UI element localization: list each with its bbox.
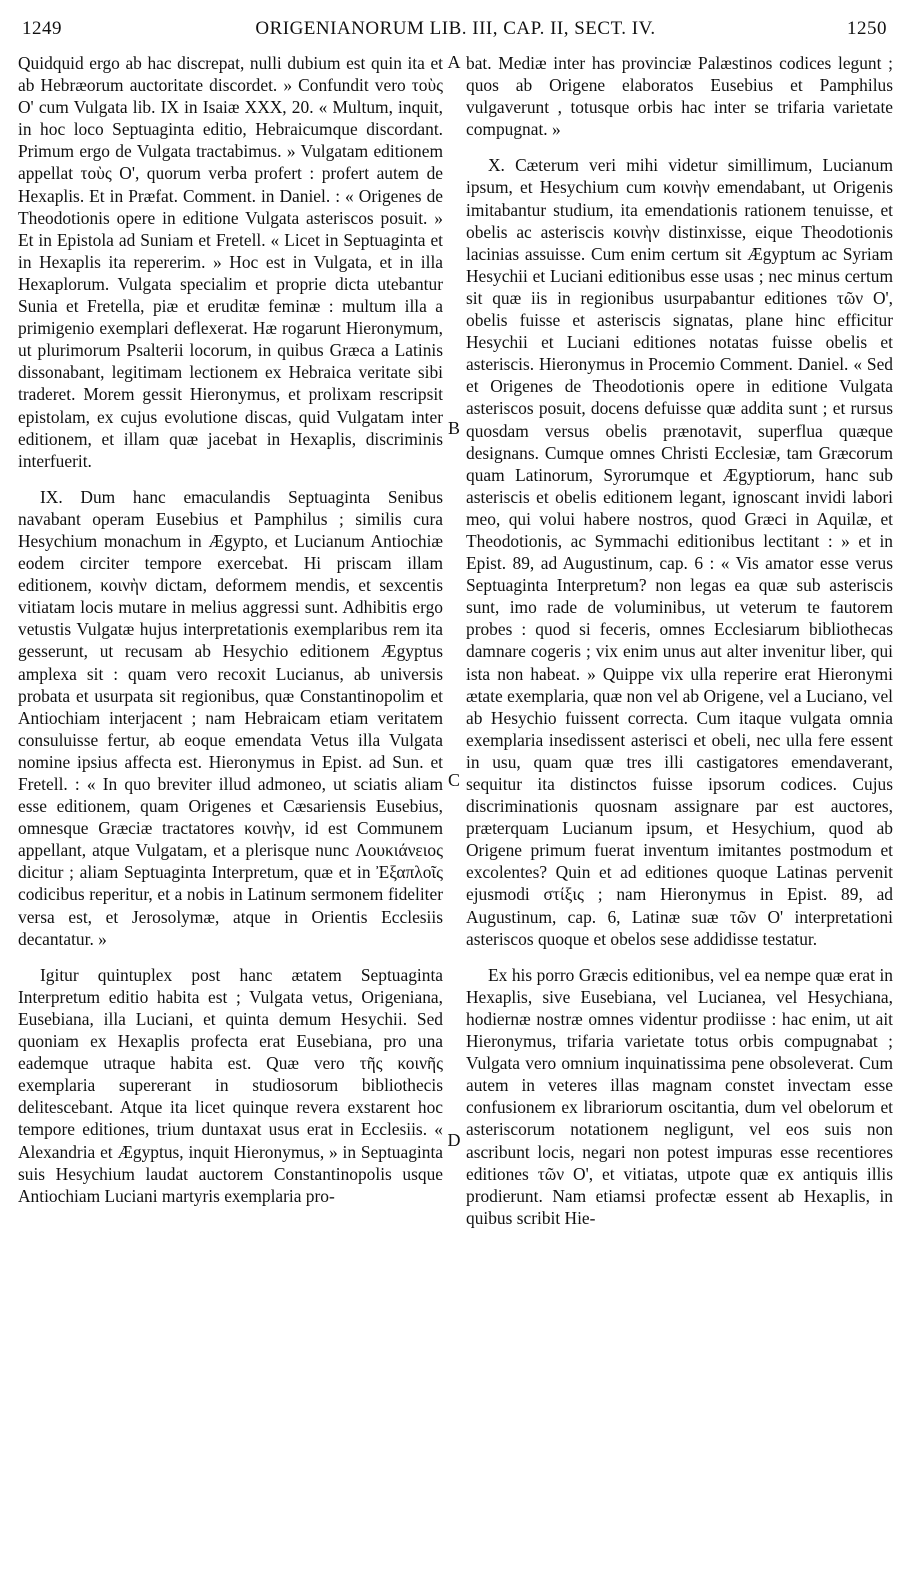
margin-mark-b: B — [447, 418, 460, 438]
right-column — [466, 52, 893, 1243]
margin-mark-a: A — [447, 52, 461, 72]
page-number-left: 1249 — [22, 18, 62, 39]
margin-mark-d: D — [447, 1130, 461, 1150]
left-column — [18, 52, 443, 1221]
paragraph: IX. Dum hanc emaculandis Septuaginta Senibus navabant operam Eusebius et Pamphilus ; similis cura Hesychium monachum in Ægypto, et Lucianum Antiochiæ eodem circiter tempore exercebat. Hi priscam illam editionem, κοινὴν dictam, deformem mendis, et sexcentis vitiatam locis mutare in melius aggressi sunt. Adhibitis ergo vetustis Vulgatæ hujus interpretationis exemplaribus rem ita gesserunt, ut recusam ab Hesychio editionem Ægyptus amplexa sit : quam vero recoxit Lucianus, ab universis probata et usurpata sit regionibus, quæ Constantinopolim et Antiochiam interjacent ; nam Hebraicam etiam veritatem consuluisse fertur, ab eoque emendata Vetus illa Vulgata nomine ipsius affecta est. Hieronymus in Epist. ad Sun. et Fretell. : « In quo breviter illud admoneo, ut sciatis aliam esse editionem, quam Origenes et Cæsariensis Eusebius, omnesque Græciæ tractatores κοινὴν, id est Communem appellant, atque Vulgatam, et a plerisque nunc Λουκιάνειος dicitur ; aliam Septuaginta Interpretum, quæ et in Ἐξαπλοῖς codicibus reperitur, et a nobis in Latinum sermonem fideliter versa est, et Jerosolymæ, atque in Orientis Ecclesiis decantatur. » — [18, 486, 443, 949]
paragraph: Ex his porro Græcis editionibus, vel ea nempe quæ erat in Hexaplis, sive Eusebiana, vel Lucianea, vel Hesychiana, hodiernæ nostræ omnes videntur prodiisse : hac enim, ut ait Hieronymus, trifaria varietate totus orbis compugnabat ; Vulgata vero omnium inquinatissima pene obsoleverat. Cum autem in veteres illas magnam constet invectam esse confusionem ex librariorum oscitantia, dum vel obelorum et asteriscorum notationem negligunt, vel eos suis non ascribunt locis, negari non potest impuras esse recentiores editiones τῶν Ο', et vitiatas, utpote quæ ex antiquis illis prodierunt. Nam etiamsi profectæ essent ab Hexaplis, in quibus scribit Hie- — [466, 964, 893, 1228]
page-header — [18, 18, 893, 44]
running-title: ORIGENIANORUM LIB. III, CAP. II, SECT. IV. — [255, 18, 656, 39]
paragraph: bat. Mediæ inter has provinciæ Palæstinos codices legunt ; quos ab Origene elaboratos Eusebius et Pamphilus vulgaverunt , totusque orbis hac inter se trifaria varietate compugnat. » — [466, 53, 893, 140]
paragraph: Quidquid ergo ab hac discrepat, nulli dubium est quin ita et ab Hebræorum auctoritate discordet. » Confundit vero τοὺς Ο' cum Vulgata lib. IX in Isaiæ XXX, 20. « Multum, inquit, in hoc loco Septuaginta editio, Hebraicumque discordant. Primum ergo de Vulgata tractabimus. » Vulgatam editionem appellat τοὺς Ο', quorum verba profert : profert autem de Hexaplis. Et in Præfat. Comment. in Daniel. : « Origenes de Theodotionis opere in editione Vulgata asteriscos posuit. » Et in Epistola ad Suniam et Fretell. « Licet in Septuaginta et in Hexaplis ita repererim. » Hoc est in Vulgata, et in illa Hexaplorum. Vulgata specialim et proprie dicta utebantur Sunia et Fretella, piæ et eruditæ feminæ : multum illa a primigenio exemplari deflexerat. Hæ rogarunt Hieronymum, ut plurimorum Psalterii locorum, in quibus Græca a Latinis dissonabant, legitimam lectionem ex Hebraica veritate sibi traderet. Morem gessit Hieronymus, et prolixam rescripsit epistolam, ex cujus evolutione discas, quid Vulgatam inter editionem, et illam quæ jacebat in Hexaplis, discriminis interfuerit. — [18, 53, 443, 471]
paragraph: Igitur quintuplex post hanc ætatem Septuaginta Interpretum editio habita est ; Vulgata vetus, Origeniana, Eusebiana, illa Luciani, et quinta demum Hesychii. Sed quoniam ex Hexaplis profecta erat Eusebiana, pro una eademque utraque habita est. Quæ vero τῆς κοινῆς exemplaria supererant in studiosorum bibliothecis delitescebant. Atque ita licet quinque revera exstarent hoc tempore editiones, trium duntaxat usus erat in Ecclesiis. « Alexandria et Ægyptus, inquit Hieronymus, » in Septuaginta suis Hesychium laudat auctorem Constantinopolis usque Antiochiam Luciani martyris exemplaria pro- — [18, 964, 443, 1206]
paragraph: X. Cæterum veri mihi videtur simillimum, Lucianum ipsum, et Hesychium cum κοινὴν emendabant, ut Origenis imitabantur studium, ita emendationis rationem tenuisse, et obelis ac asteriscis κοινὴν distinxisse, eique Theodotionis lacinias assuisse. Cum enim certum sit Ægyptum ac Syriam Hesychii et Luciani editionibus esse usas ; nec minus certum sit quæ iis in regionibus usurpabantur editiones τῶν Ο', obelis fuisse et asteriscis signatas, plane hinc efficitur Hesychii et Luciani editiones notatas fuisse obelis et asteriscis. Hieronymus in Procemio Comment. Daniel. « Sed et Origenes de Theodotionis opere in editione Vulgata asteriscos posuit, docens defuisse quæ addita sunt ; et rursus quosdam versus obelis prænotavit, superflua quæque designans. Cumque omnes Christi Ecclesiæ, tam Græcorum quam Latinorum, Syrorumque et Ægyptiorum, hanc sub asteriscis et obelis editionem legant, ignoscant invidi labori meo, qui volui habere nostros, quod Græci in Aquilæ, et Theodotionis, ac Symmachi editionibus lectitant : » et in Epist. 89, ad Augustinum, cap. 6 : « Vis amator esse verus Septuaginta Interpretum? non legas ea quæ sub asteriscis sunt, imo rade de voluminibus, ut veterum te fautorem probes : quod si feceris, omnes Ecclesiarum bibliothecas damnare cogeris ; vix enim unus aut alter invenitur liber, qui ista non habeat. » Quippe vix ulla reperire erat Hieronymi ætate exemplaria, quæ non vel ab Origene, vel a Luciano, vel ab Hesychio fuissent correcta. Cum itaque vulgata omnia exemplaria insedissent asterisci et obeli, nec ulla fere essent in usu, quam quæ tres illi castigatores emendaverant, sequitur ita distinctos fuisse ipsorum codices. Cujus discriminationis quosnam assignare par est auctores, præterquam Lucianum ipsum, et Hesychium, quod ab Origene primum fuerat inventum imitantes postmodum et excolentes? Quin et ad editiones quoque Latinas pervenit ejusmodi στίξις ; nam Hieronymus in Epist. 89, ad Augustinum, cap. 6, Latinæ suæ τῶν Ο' interpretationi asteriscos quoque et obelos sese addidisse testatur. — [466, 155, 893, 949]
margin-mark-c: C — [447, 770, 460, 790]
page-number-right: 1250 — [847, 18, 887, 39]
